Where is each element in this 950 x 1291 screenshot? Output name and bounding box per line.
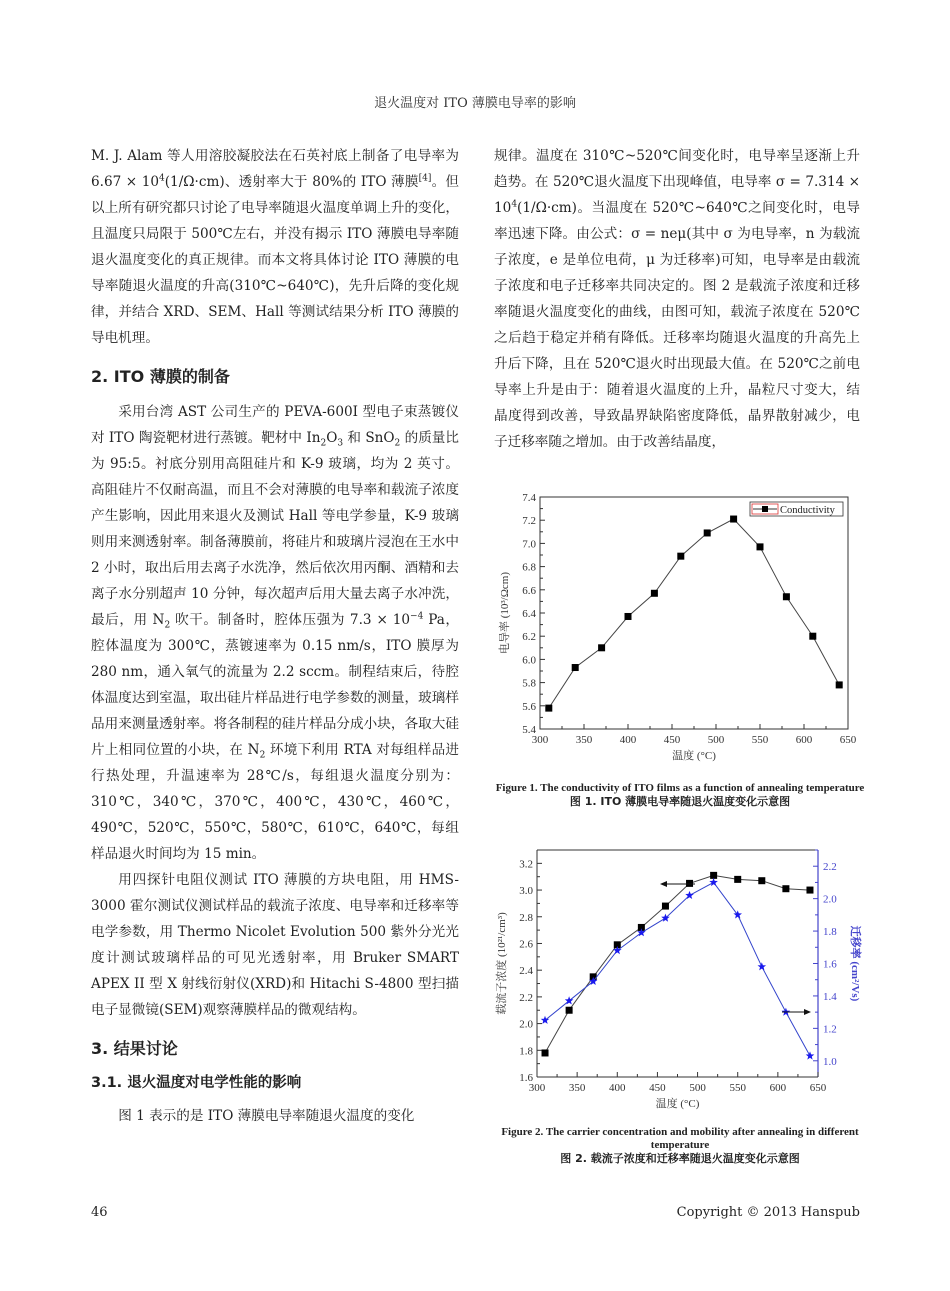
text-run: O [326,430,338,446]
svg-text:7.0: 7.0 [522,538,536,551]
svg-text:2.0: 2.0 [519,1018,533,1031]
svg-text:温度 (°C): 温度 (°C) [672,750,716,762]
text-run: 规律。温度在 310℃~520℃间变化时，电导率呈逐渐上升趋势。在 520℃退火温度下出现峰值，电导率 σ = 7.314 × 10 [494,148,860,216]
svg-text:500: 500 [707,734,725,746]
svg-text:2.0: 2.0 [823,893,837,906]
figure-2-caption [490,1126,870,1165]
figure-2-caption-en: Figure 2. The carrier concentration and mobility after annealing in different temperature [501,1126,859,1151]
svg-text:6.8: 6.8 [522,561,536,574]
svg-text:350: 350 [575,734,593,746]
text-run: M. J. Alam 等人用溶胶凝胶法在石英衬底上制备了电导率为 6.67 × 10 [91,148,459,190]
svg-text:1.6: 1.6 [823,958,837,971]
svg-text:1.0: 1.0 [823,1055,837,1068]
figure-2-carrier-mobility-chart [490,845,870,1115]
superscript: 4 [511,199,518,210]
page-number: 46 [91,1205,108,1220]
svg-text:450: 450 [649,1082,666,1094]
text-run: 的质量比为 95:5。衬底分别用高阻硅片和 K-9 玻璃，均为 2 英寸。高阻硅片不仅耐高温，而且不会对薄膜的电导率和载流子浓度产生影响，因此用来退火及测试 Hall 等电学参量，K-9 玻璃则用来测透射率。制备薄膜前，将硅片和玻璃片浸泡在王水中 2 小时，取出后用去离子水洗净，然后依次用丙酮、酒精和去离子水分别超声 10 分钟，每次超声后用大量去离子水冲洗，最后，用 N [91,430,459,628]
svg-text:1.4: 1.4 [823,990,837,1003]
intro-paragraph [91,143,459,351]
text-run: 。但以上所有研究都只讨论了电导率随退火温度单调上升的变化，且温度只局限于 500℃左右，并没有揭示 ITO 薄膜电导率随退火温度变化的真正规律。而本文将具体讨论 ITO 薄膜的电导率随退火温度的升高(310℃~640℃)，先升后降的变化规律，并结合 XRD、SEM、Hall 等测试结果分析 ITO 薄膜的导电机理。 [91,174,459,346]
superscript: −4 [410,611,424,622]
text-run: 环境下利用 RTA 对每组样品进行热处理，升温速率为 28℃/s，每组退火温度分别为：310℃，340℃，370℃，400℃，430℃，460℃，490℃，520℃，550℃，580℃，610℃，640℃，每组样品退火时间均为 15 min。 [91,742,459,862]
subscript: 2 [320,438,327,449]
svg-text:6.4: 6.4 [522,608,536,620]
section2-paragraph-1 [91,399,459,867]
svg-text:1.6: 1.6 [519,1072,533,1084]
svg-text:2.4: 2.4 [519,965,533,978]
subscript: 2 [394,438,401,449]
chart-legend [750,502,843,516]
svg-text:7.2: 7.2 [522,515,536,528]
svg-text:Conductivity: Conductivity [780,505,835,516]
svg-text:500: 500 [689,1082,706,1094]
superscript: 4 [159,173,165,184]
section31-paragraph: 图 1 表示的是 ITO 薄膜电导率随退火温度的变化 [118,1108,415,1124]
text-run: 和 SnO [343,430,395,446]
svg-text:400: 400 [619,734,637,746]
svg-text:7.4: 7.4 [522,492,536,504]
chart-plot-area [541,872,815,1060]
svg-text:350: 350 [568,1082,586,1094]
subscript: 2 [259,750,266,761]
svg-text:5.8: 5.8 [522,677,536,690]
text-run: 吹干。制备时，腔体压强为 7.3 × 10 [170,612,411,628]
svg-text:6.0: 6.0 [522,654,536,667]
svg-text:6.2: 6.2 [522,631,536,644]
svg-text:2.8: 2.8 [519,911,533,924]
left-column [91,143,459,1129]
svg-text:2.2: 2.2 [823,861,837,874]
svg-text:温度 (°C): 温度 (°C) [655,1098,700,1110]
chart-plot-area [545,502,843,712]
citation-link[interactable]: [4] [418,173,432,184]
svg-text:300: 300 [528,1082,546,1094]
text-run: 采用台湾 AST 公司生产的 PEVA-600I 型电子束蒸镀仪对 ITO 陶瓷靶材进行蒸镀。靶材中 In [91,404,459,446]
svg-text:6.6: 6.6 [522,584,536,597]
figure-1-caption-zh: 图 1. ITO 薄膜电导率随退火温度变化示意图 [569,795,791,808]
subscript: 3 [337,438,344,449]
copyright: Copyright © 2013 Hanspub [676,1205,860,1220]
figure-1-caption [490,782,870,808]
svg-text:2.6: 2.6 [519,938,533,951]
right-column-paragraph [494,143,860,455]
chart-axes [497,492,857,762]
subscript: 2 [164,620,171,631]
svg-text:1.8: 1.8 [519,1045,533,1058]
svg-text:550: 550 [729,1082,746,1094]
svg-text:5.4: 5.4 [522,724,536,736]
svg-text:600: 600 [795,734,813,746]
svg-text:300: 300 [531,734,549,746]
svg-text:迁移率 (cm²/Vs): 迁移率 (cm²/Vs) [849,925,861,1002]
svg-text:600: 600 [769,1082,787,1094]
section-heading-3: 3. 结果讨论 [91,1039,178,1058]
svg-text:1.8: 1.8 [823,926,837,939]
figure-2-caption-zh: 图 2. 载流子浓度和迁移率随退火温度变化示意图 [560,1152,800,1165]
figure-1-conductivity-chart [490,485,870,775]
svg-text:3.2: 3.2 [519,858,533,871]
svg-text:550: 550 [751,734,769,746]
running-head-title: 退火温度对 ITO 薄膜电导率的影响 [374,96,576,111]
svg-text:载流子浓度 (10²¹/cm³): 载流子浓度 (10²¹/cm³) [496,912,508,1015]
figure-1-caption-en: Figure 1. The conductivity of ITO films as a function of annealing temperature [495,782,865,794]
section2-paragraph-2: 用四探针电阻仪测试 ITO 薄膜的方块电阻，用 HMS-3000 霍尔测试仪测试样品的载流子浓度、电导率和迁移率等电学参数，用 Thermo Nicolet Evolution 500 紫外分光光度计测试玻璃样品的可见光透射率，用 Bruker SMART APEX II 型 X 射线衍射仪(XRD)和 Hitachi S-4800 型扫描电子显微镜(SEM)观察薄膜样品的微观结构。 [91,872,459,1018]
svg-text:650: 650 [839,734,857,746]
svg-text:650: 650 [809,1082,827,1094]
svg-text:1.2: 1.2 [823,1023,837,1036]
text-run: (1/Ω·cm)、透射率大于 80%的 ITO 薄膜 [164,174,419,190]
text-run: (1/Ω·cm)。当温度在 520℃~640℃之间变化时，电导率迅速下降。由公式：σ = neμ(其中 σ 为电导率，n 为载流子浓度，e 是单位电荷，μ 为迁移率)可知，电导率是由载流子浓度和电子迁移率共同决定的。图 2 是载流子浓度和迁移率随退火温度变化的曲线，由图可知，载流子浓度在 520℃之后趋于稳定并稍有降低。迁移率均随退火温度的升高先上升后下降，且在 520℃退火时出现最大值。在 520℃之前电导率上升是由于：随着退火温度的上升，晶粒尺寸变大，结晶度得到改善，导致晶界缺陷密度降低，晶界散射减少，电子迁移率随之增加。由于改善结晶度， [494,200,860,450]
svg-text:电导率 (10³/Ωcm): 电导率 (10³/Ωcm) [499,571,511,655]
svg-text:3.0: 3.0 [519,885,533,898]
svg-text:2.2: 2.2 [519,991,533,1004]
text-run: Pa，腔体温度为 300℃，蒸镀速率为 0.15 nm/s，ITO 膜厚为 280 nm，通入氧气的流量为 2.2 sccm。制程结束后，待腔体温度达到室温，取出硅片样品进行电学参数的测量，玻璃样品用来测量透射率。将各制程的硅片样品分成小块，各取大硅片上相同位置的小块，在 N [91,612,460,758]
section-heading-2: 2. ITO 薄膜的制备 [91,367,230,386]
svg-text:5.6: 5.6 [522,700,536,713]
subsection-heading-3-1: 3.1. 退火温度对电学性能的影响 [91,1075,302,1091]
svg-text:450: 450 [663,734,681,746]
svg-text:400: 400 [609,1082,626,1094]
right-column [494,143,860,455]
